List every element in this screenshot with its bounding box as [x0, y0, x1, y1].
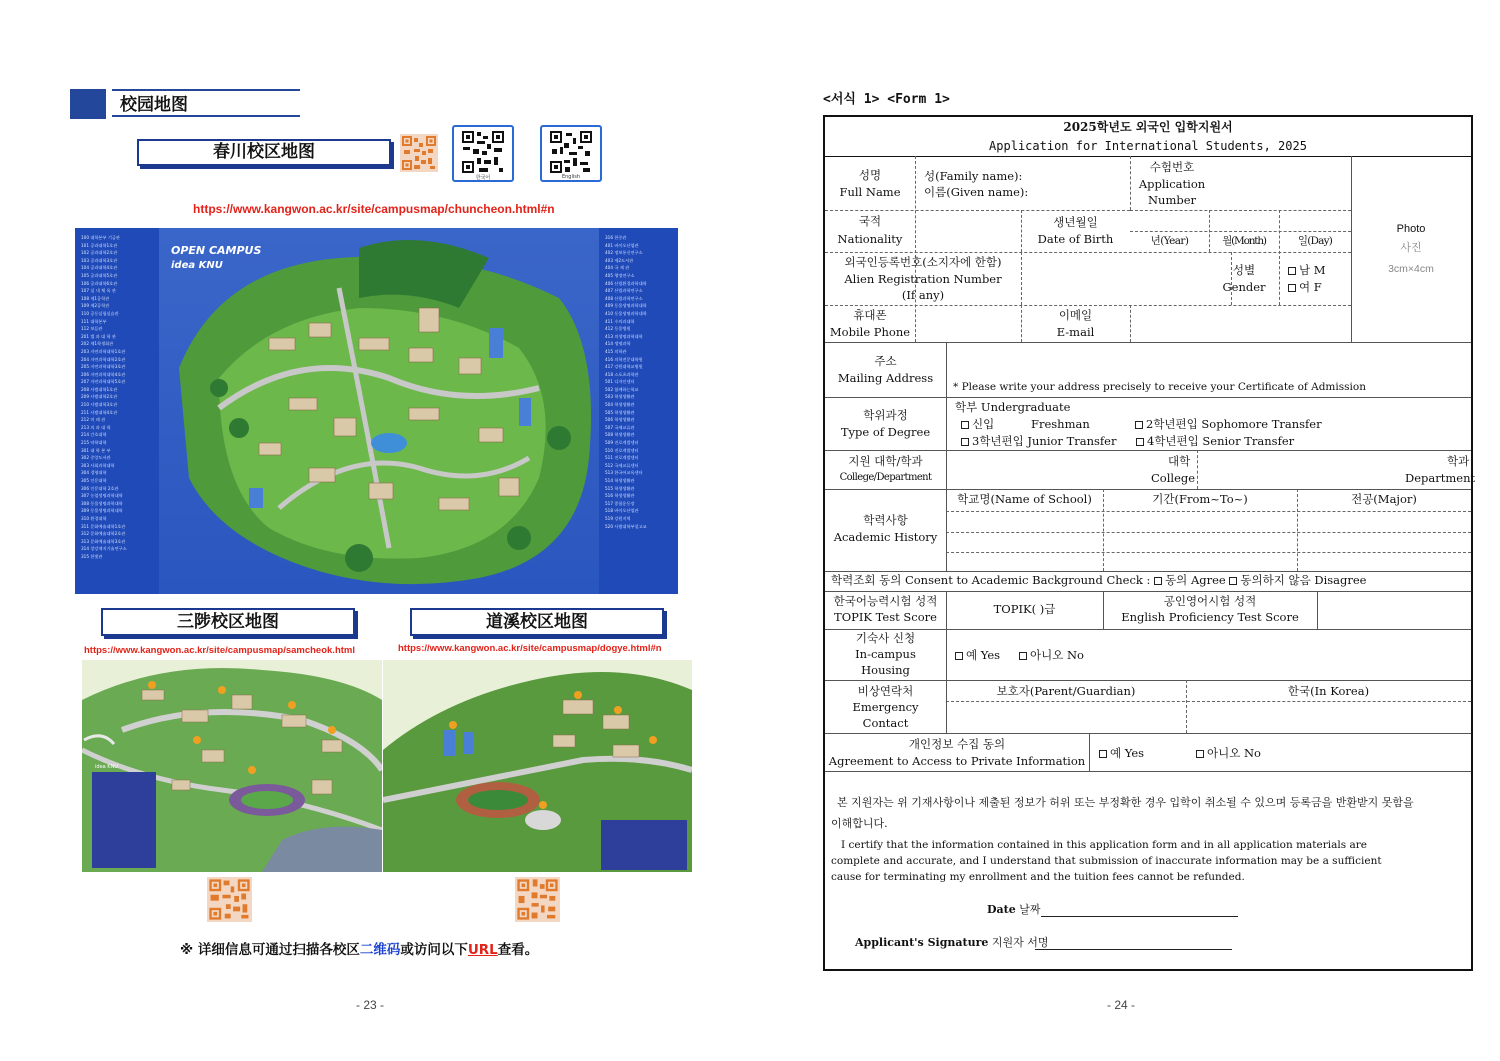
legend-item: 201 법 과 대 학 관: [81, 333, 116, 339]
scan-note-url-word: URL: [467, 942, 498, 958]
application-form: [823, 115, 1476, 971]
privacy-yes-option[interactable]: [1099, 745, 1144, 761]
legend-item: 208 사범대학1호관: [81, 386, 118, 392]
dob-month: 월(Month): [1222, 235, 1266, 247]
legend-item: 308 동물생명과학대학: [81, 500, 123, 506]
qr-code-icon: [549, 130, 593, 174]
legend-item: 110 공동실험실습관: [81, 310, 119, 316]
full-name-ko: 성명: [858, 168, 882, 182]
housing-no-option[interactable]: [1019, 647, 1084, 663]
topik-value[interactable]: TOPIK( )급: [993, 602, 1056, 616]
legend-item: 413 의생명과학대학: [605, 333, 643, 339]
chuncheon-map-url[interactable]: https://www.kangwon.ac.kr/site/campusmap/chuncheon.html#n: [193, 202, 555, 216]
alien-reg-ko: 외국인등록번호(소지자에 한함): [844, 255, 1002, 269]
legend-item: 518 바이오산업관: [605, 508, 639, 514]
qr-code-dogye-icon[interactable]: [515, 877, 560, 922]
emergency-en2: Contact: [862, 716, 909, 730]
form-label: <서식 1> <Form 1>: [823, 92, 950, 107]
address-en: Mailing Address: [837, 371, 934, 385]
legend-item: 411 수의과대학: [605, 318, 635, 324]
map-logo: OPEN CAMPUS: [171, 244, 262, 257]
legend-item: 516 학생생활관: [605, 493, 635, 499]
checkbox-icon: [1136, 438, 1144, 446]
legend-item: 501 디자인센터: [605, 379, 635, 385]
dob-ko: 생년월일: [1053, 215, 1098, 229]
legend-list-left: [81, 234, 157, 561]
legend-item: 502 함께하는학교: [605, 386, 639, 392]
housing-ko: 기숙사 신청: [855, 631, 916, 645]
legend-item: 103 공과대학3호관: [81, 257, 118, 263]
legend-item: 210 사범대학3호관: [81, 402, 118, 408]
college-ko: 지원 대학/학과: [848, 454, 923, 468]
address-note: * Please write your address precisely to receive your Certificate of Admission: [953, 381, 1366, 393]
legend-item: 312 문화예술대학2호관: [81, 531, 126, 537]
legend-item: 104 공과대학4호관: [81, 265, 118, 271]
legend-item: 507 국제교류관: [605, 424, 635, 430]
gender-male-label: 남 M: [1299, 263, 1326, 277]
legend-item: 313 문화예술대학3호관: [81, 538, 126, 544]
checkbox-icon: [1154, 577, 1162, 585]
app-number-en2: Number: [1147, 193, 1197, 207]
mobile-ko: 휴대폰: [853, 308, 887, 322]
section-marker: [70, 89, 106, 119]
senior-option[interactable]: [1136, 433, 1294, 449]
signature-field[interactable]: [1035, 949, 1232, 950]
legend-item: 206 자연과학대학4호관: [81, 371, 126, 377]
legend-item: 517 종합운동장: [605, 500, 635, 506]
academic-en: Academic History: [833, 530, 938, 544]
legend-item: 520 사범대학부설고교: [605, 523, 647, 529]
svg-text:idea KNU: idea KNU: [95, 764, 118, 770]
gender-en: Gender: [1222, 280, 1266, 294]
checkbox-icon: [1099, 750, 1107, 758]
legend-item: 404 국 제 관: [605, 265, 630, 271]
college-label-ko: 대학: [1168, 454, 1191, 468]
emergency-en1: Emergency: [852, 700, 919, 714]
checkbox-icon: [955, 652, 963, 660]
date-row: [987, 902, 1041, 918]
checkbox-icon: [1019, 652, 1027, 660]
housing-en2: Housing: [861, 663, 910, 677]
dob-en: Date of Birth: [1037, 232, 1114, 246]
topik-en: TOPIK Test Score: [834, 610, 937, 624]
legend-item: 212 미 래 관: [81, 417, 106, 423]
scan-note-qr-word: 二维码: [359, 942, 401, 958]
nationality-ko: 국적: [858, 214, 882, 228]
consent-disagree-label: 동의하지 않음 Disagree: [1240, 573, 1367, 587]
gender-ko: 성별: [1232, 263, 1256, 277]
nationality-en: Nationality: [837, 232, 903, 246]
signature-ko: 지원자 서명: [991, 936, 1049, 949]
legend-item: 401 바이오산업관: [605, 242, 639, 248]
form-title-ko: 2025학년도 외국인 입학지원서: [1063, 120, 1233, 134]
alien-reg-if: (If any): [901, 288, 945, 302]
qr-label-english: English: [561, 174, 581, 180]
dept-label-ko: 학과: [1447, 454, 1470, 468]
degree-en: Type of Degree: [840, 425, 931, 439]
photo-label-en: Photo: [1396, 223, 1426, 235]
legend-item: 405 행정연구소: [605, 272, 635, 278]
legend-item: 202 제1학생회관: [81, 341, 114, 347]
academic-ko: 학력사항: [863, 513, 908, 527]
gender-female-label: 여 F: [1299, 280, 1322, 294]
signature-row: [855, 935, 1049, 951]
photo-size: 3cm×4cm: [1388, 263, 1434, 275]
certify-en-line1: I certify that the information contained in this application form and in all application materials are: [841, 839, 1367, 851]
app-number-ko: 수험번호: [1149, 160, 1195, 174]
legend-item: 508 학생생활관: [605, 432, 635, 438]
topik-ko: 한국어능력시험 성적: [833, 594, 938, 608]
app-number-field[interactable]: [1215, 159, 1349, 207]
major-header: 전공(Major): [1351, 492, 1417, 506]
legend-item: 416 의학전문대학원: [605, 356, 643, 362]
email-ko: 이메일: [1058, 308, 1093, 322]
date-en: Date: [987, 903, 1016, 916]
legend-item: 304 경영대학: [81, 470, 107, 476]
campus-illustration: [159, 228, 599, 594]
legend-item: 316 한중관: [605, 235, 627, 240]
qr-code-orange-icon: [400, 134, 438, 172]
date-field[interactable]: [1041, 916, 1238, 917]
gender-male-option[interactable]: [1288, 262, 1326, 278]
legend-item: 310 환경대학: [81, 515, 107, 521]
dob-day: 일(Day): [1297, 235, 1333, 247]
certify-en-line3: cause for terminating my enrollment and the tuition fees cannot be refunded.: [831, 871, 1245, 883]
consent-agree-label: 동의 Agree: [1165, 573, 1226, 587]
junior-label: 3학년편입 Junior Transfer: [972, 434, 1117, 448]
legend-item: 101 공과대학1호관: [81, 242, 118, 248]
legend-item: 107 실 내 체 육 관: [81, 288, 116, 294]
qr-code-samcheok-icon[interactable]: [207, 877, 252, 922]
checkbox-icon: [1229, 577, 1237, 585]
privacy-ko: 개인정보 수집 동의: [908, 737, 1006, 751]
dogye-map-button[interactable]: 道溪校区地图: [410, 608, 664, 636]
housing-no-label: 아니오 No: [1030, 648, 1084, 662]
freshman-en: Freshman: [1031, 417, 1090, 431]
legend-item: 203 자연과학대학1호관: [81, 348, 126, 354]
page-number-left: - 23 -: [356, 998, 385, 1012]
dogye-map-url[interactable]: https://www.kangwon.ac.kr/site/campusmap/dogye.html#n: [398, 643, 662, 654]
signature-en: Applicant's Signature: [855, 936, 989, 949]
degree-ko: 학위과정: [863, 408, 908, 422]
college-label-en: College: [1151, 471, 1196, 485]
legend-item: 109 제2공학관: [81, 303, 110, 309]
legend-item: 211 사범대학4호관: [81, 409, 118, 415]
legend-item: 513 한국어교육센터: [605, 470, 643, 476]
qr-label-korean: 한국어: [475, 175, 491, 181]
consent-disagree-option[interactable]: [1229, 573, 1366, 587]
legend-item: 112 보듬관: [81, 326, 103, 332]
legend-item: 403 제2도서관: [605, 257, 634, 263]
certify-en-line2: complete and accurate, and I understand that submission of inaccurate information may be a sufficient: [831, 855, 1382, 867]
legend-item: 515 학생생활관: [605, 485, 635, 491]
qr-code-korean[interactable]: [452, 125, 514, 182]
checkbox-icon: [1135, 421, 1143, 429]
legend-item: 504 학생생활관: [605, 402, 635, 408]
gender-female-option[interactable]: [1288, 279, 1322, 295]
legend-item: 514 학생생활관: [605, 478, 635, 483]
sophomore-option[interactable]: [1135, 416, 1322, 432]
family-name-label: 성(Family name):: [924, 169, 1023, 183]
legend-item: 301 대 학 본 부: [81, 447, 111, 453]
housing-yes-label: 예 Yes: [966, 648, 1001, 662]
senior-label: 4학년편입 Senior Transfer: [1147, 434, 1295, 448]
date-ko: 날짜: [1019, 903, 1041, 916]
qr-code-english[interactable]: [540, 125, 602, 182]
consent-agree-option[interactable]: [1154, 573, 1226, 587]
legend-item: 309 동물생명과학대학: [81, 508, 123, 514]
school-name-header: 학교명(Name of School): [957, 492, 1092, 506]
legend-item: 303 사회과학대학: [81, 462, 115, 468]
photo-label-ko: 사진: [1400, 242, 1422, 254]
legend-item: 519 강원지역: [605, 515, 631, 521]
legend-item: 417 강원대학교병원: [605, 364, 643, 370]
privacy-no-option[interactable]: [1196, 745, 1261, 761]
in-korea-header: 한국(In Korea): [1287, 684, 1370, 698]
freshman-option[interactable]: [961, 416, 994, 432]
map-legend-right: [605, 234, 678, 588]
full-name-en: Full Name: [839, 185, 901, 199]
legend-item: 306 인문대학 2호관: [81, 485, 119, 491]
junior-option[interactable]: [961, 433, 1116, 449]
privacy-yes-label: 예 Yes: [1110, 746, 1145, 760]
legend-item: 408 산림과학연구소: [605, 295, 643, 301]
checkbox-icon: [1196, 750, 1204, 758]
map-legend-left: [81, 234, 157, 588]
legend-item: 108 제1공학관: [81, 295, 110, 301]
legend-item: 410 동물생명과학대학: [605, 310, 647, 316]
legend-item: 111 대학본부: [81, 318, 107, 324]
legend-item: 415 의학관: [605, 348, 627, 354]
scan-note: [180, 938, 538, 958]
app-number-en1: Application: [1138, 177, 1206, 191]
legend-item: 314 창강제지기술연구소: [81, 546, 127, 552]
certify-ko-line1: 본 지원자는 위 기재사항이나 제출된 정보가 허위 또는 부정확한 경우 입학이 취소될 수 있으며 등록금을 반환받지 못함을: [837, 796, 1414, 809]
certify-ko-line2: 이해합니다.: [831, 817, 888, 830]
section-title: 校园地图: [112, 89, 300, 117]
legend-list-right: [605, 234, 678, 530]
english-score-ko: 공인영어시험 성적: [1163, 594, 1257, 608]
legend-item: 214 간호대학: [81, 432, 107, 438]
sophomore-label: 2학년편입 Sophomore Transfer: [1146, 417, 1322, 431]
legend-item: 311 문화예술대학1호관: [81, 523, 126, 529]
legend-item: 106 공과대학6호관: [81, 280, 118, 286]
housing-yes-option[interactable]: [955, 647, 1000, 663]
scan-note-suffix: 查看。: [497, 942, 539, 958]
undergrad-label: 학부 Undergraduate: [955, 400, 1071, 414]
chuncheon-campus-map: [75, 228, 678, 594]
legend-item: 414 생명과학: [605, 341, 631, 347]
legend-item: 406 산림환경과학대학: [605, 280, 647, 286]
given-name-label: 이름(Given name):: [924, 185, 1029, 199]
legend-item: 418 스포츠과학관: [605, 371, 639, 377]
legend-item: 503 학생생활관: [605, 394, 635, 400]
english-score-en: English Proficiency Test Score: [1121, 610, 1299, 624]
checkbox-icon: [961, 438, 969, 446]
qr-code-icon: [461, 130, 505, 174]
legend-item: 205 자연과학대학3호관: [81, 364, 126, 370]
scan-note-prefix: ※ 详细信息可通过扫描各校区: [180, 942, 360, 958]
scan-note-middle: 或访问以下: [400, 942, 468, 958]
emergency-ko: 비상연락처: [857, 684, 914, 698]
legend-item: 409 동물생명과학대학: [605, 303, 647, 309]
legend-item: 209 사범대학2호관: [81, 394, 118, 400]
dept-label-en: Department: [1405, 471, 1476, 485]
consent-row: [831, 572, 1366, 588]
college-en: College/Department: [839, 472, 932, 483]
samcheok-campus-map: [82, 660, 382, 872]
legend-item: 207 자연과학대학5호관: [81, 379, 126, 385]
legend-item: 215 약학대학: [81, 440, 107, 446]
legend-item: 509 진로개발센터: [605, 440, 639, 446]
form-title-en: Application for International Students, 2025: [989, 139, 1307, 153]
privacy-no-label: 아니오 No: [1207, 746, 1261, 760]
email-en: E-mail: [1056, 325, 1095, 339]
freshman-ko: 신입: [972, 417, 995, 431]
housing-en1: In-campus: [855, 647, 916, 661]
legend-item: 102 공과대학2호관: [81, 250, 118, 256]
mobile-en: Mobile Phone: [829, 325, 911, 339]
legend-item: 506 학생생활관: [605, 417, 635, 423]
guardian-header: 보호자(Parent/Guardian): [996, 684, 1136, 698]
legend-item: 305 인문대학: [81, 478, 107, 483]
legend-item: 402 정보통신연구소: [605, 250, 643, 256]
checkbox-icon: [961, 421, 969, 429]
legend-item: 505 학생생활관: [605, 409, 635, 415]
samcheok-map-url[interactable]: https://www.kangwon.ac.kr/site/campusmap/samcheok.html: [84, 645, 355, 656]
legend-item: 511 진로개발센터: [605, 455, 639, 461]
svg-text:idea KNU: idea KNU: [171, 260, 223, 271]
legend-item: 512 국제교류센터: [605, 462, 639, 468]
alien-reg-en: Alien Registration Number: [844, 272, 1002, 286]
privacy-en: Agreement to Access to Private Information: [828, 754, 1086, 768]
legend-item: 412 동물병원: [605, 326, 631, 332]
legend-item: 302 중앙도서관: [81, 455, 111, 461]
checkbox-icon: [1288, 267, 1296, 275]
legend-item: 315 한빛관: [81, 553, 103, 559]
dob-year: 년(Year): [1150, 235, 1189, 247]
dogye-campus-map: [383, 660, 692, 872]
legend-item: 307 농업생명과학대학: [81, 493, 123, 499]
legend-item: 213 의 과 대 학: [81, 424, 111, 430]
consent-label: 학력조회 동의 Consent to Academic Background Check :: [831, 573, 1151, 587]
legend-item: 407 산림과학연구소: [605, 288, 643, 294]
legend-item: 204 자연과학대학2호관: [81, 356, 126, 362]
period-header: 기간(From~To~): [1152, 492, 1248, 506]
page-number-right: - 24 -: [1107, 998, 1136, 1012]
legend-item: 105 공과대학5호관: [81, 272, 118, 278]
checkbox-icon: [1288, 284, 1296, 292]
samcheok-map-button[interactable]: 三陟校区地图: [101, 608, 355, 636]
legend-item: 510 진로개발센터: [605, 447, 639, 453]
address-ko: 주소: [874, 354, 897, 368]
chuncheon-map-button[interactable]: 春川校区地图: [137, 139, 391, 166]
legend-item: 100 대학본부 기금관: [81, 235, 120, 240]
